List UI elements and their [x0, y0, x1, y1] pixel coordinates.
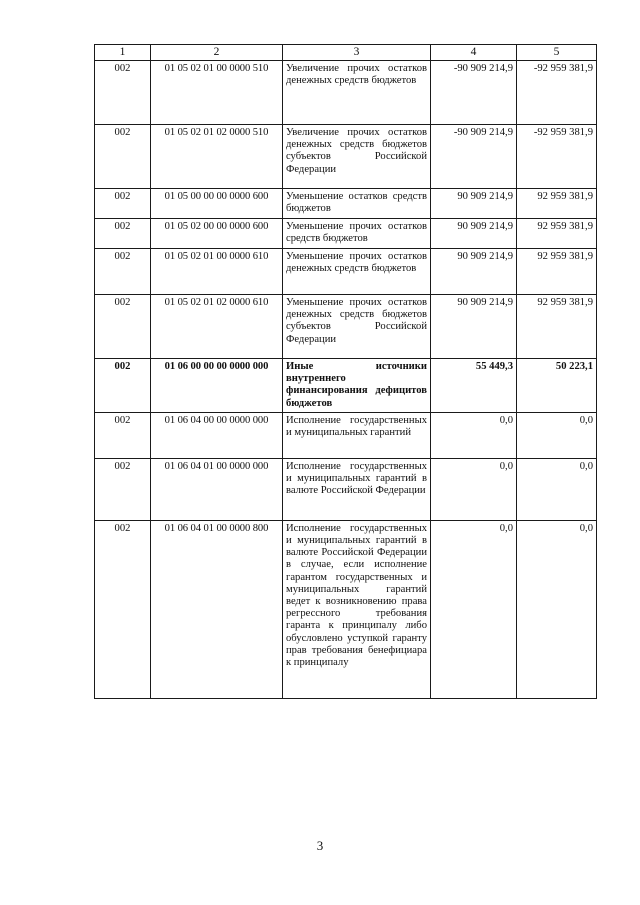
amount-col4-cell: 90 909 214,9 [431, 295, 517, 359]
amount-col4-cell: 0,0 [431, 458, 517, 520]
column-header-1: 1 [95, 45, 151, 61]
amount-col5-cell: 50 223,1 [517, 359, 597, 413]
amount-col5-cell: 92 959 381,9 [517, 189, 597, 219]
admin-code-cell: 002 [95, 359, 151, 413]
table-row [95, 125, 597, 189]
amount-col4-cell: 90 909 214,9 [431, 219, 517, 249]
admin-code-cell: 002 [95, 295, 151, 359]
source-name-cell: Уменьшение прочих остатков средств бюджетов [283, 219, 431, 249]
column-header-3: 3 [283, 45, 431, 61]
admin-code-cell: 002 [95, 219, 151, 249]
amount-col5-cell: 92 959 381,9 [517, 219, 597, 249]
budget-code-cell: 01 05 00 00 00 0000 600 [151, 189, 283, 219]
budget-code-cell: 01 05 02 01 00 0000 510 [151, 61, 283, 125]
amount-col4-cell: -90 909 214,9 [431, 61, 517, 125]
source-name-cell: Исполнение государственных и муниципальных гарантий [283, 412, 431, 458]
amount-col4-cell: 0,0 [431, 412, 517, 458]
table-row [95, 295, 597, 359]
source-name-cell: Иные источники внутреннего финансирования дефицитов бюджетов [283, 359, 431, 413]
amount-col5-cell: 92 959 381,9 [517, 295, 597, 359]
admin-code-cell: 002 [95, 412, 151, 458]
table-row [95, 219, 597, 249]
source-name-cell: Уменьшение остатков средств бюджетов [283, 189, 431, 219]
amount-col4-cell: 90 909 214,9 [431, 249, 517, 295]
budget-sources-table [94, 44, 597, 699]
source-name-cell: Уменьшение прочих остатков денежных средств бюджетов [283, 249, 431, 295]
admin-code-cell: 002 [95, 125, 151, 189]
source-name-cell: Увеличение прочих остатков денежных средств бюджетов субъектов Российской Федерации [283, 125, 431, 189]
amount-col4-cell: 90 909 214,9 [431, 189, 517, 219]
amount-col5-cell: 0,0 [517, 412, 597, 458]
table-body [95, 61, 597, 699]
amount-col4-cell: 55 449,3 [431, 359, 517, 413]
table-row [95, 359, 597, 413]
table-row [95, 189, 597, 219]
budget-code-cell: 01 05 02 01 00 0000 610 [151, 249, 283, 295]
amount-col5-cell: 0,0 [517, 520, 597, 698]
amount-col4-cell: 0,0 [431, 520, 517, 698]
budget-code-cell: 01 05 02 01 02 0000 510 [151, 125, 283, 189]
source-name-cell: Увеличение прочих остатков денежных средств бюджетов [283, 61, 431, 125]
amount-col5-cell: -92 959 381,9 [517, 125, 597, 189]
amount-col5-cell: -92 959 381,9 [517, 61, 597, 125]
budget-code-cell: 01 05 02 00 00 0000 600 [151, 219, 283, 249]
admin-code-cell: 002 [95, 249, 151, 295]
amount-col5-cell: 92 959 381,9 [517, 249, 597, 295]
admin-code-cell: 002 [95, 458, 151, 520]
budget-code-cell: 01 05 02 01 02 0000 610 [151, 295, 283, 359]
column-header-5: 5 [517, 45, 597, 61]
column-header-4: 4 [431, 45, 517, 61]
admin-code-cell: 002 [95, 520, 151, 698]
table-row [95, 249, 597, 295]
table-header-row [95, 45, 597, 61]
table-row [95, 458, 597, 520]
budget-code-cell: 01 06 04 01 00 0000 800 [151, 520, 283, 698]
amount-col5-cell: 0,0 [517, 458, 597, 520]
table-row [95, 412, 597, 458]
table-row [95, 61, 597, 125]
budget-code-cell: 01 06 04 00 00 0000 000 [151, 412, 283, 458]
table-row [95, 520, 597, 698]
source-name-cell: Уменьшение прочих остатков денежных средств бюджетов субъектов Российской Федерации [283, 295, 431, 359]
amount-col4-cell: -90 909 214,9 [431, 125, 517, 189]
page-number: 3 [316, 838, 324, 853]
budget-code-cell: 01 06 04 01 00 0000 000 [151, 458, 283, 520]
admin-code-cell: 002 [95, 189, 151, 219]
admin-code-cell: 002 [95, 61, 151, 125]
column-header-2: 2 [151, 45, 283, 61]
budget-code-cell: 01 06 00 00 00 0000 000 [151, 359, 283, 413]
source-name-cell: Исполнение государственных и муниципальных гарантий в валюте Российской Федерации в случае, если исполнение гарантом государственных и муниципальных гарантий ведет к возникновению права регрессного требования гаранта к принципалу либо обусловлено уступкой гаранту прав требования бенефициара к принципалу [283, 520, 431, 698]
source-name-cell: Исполнение государственных и муниципальных гарантий в валюте Российской Федерации [283, 458, 431, 520]
